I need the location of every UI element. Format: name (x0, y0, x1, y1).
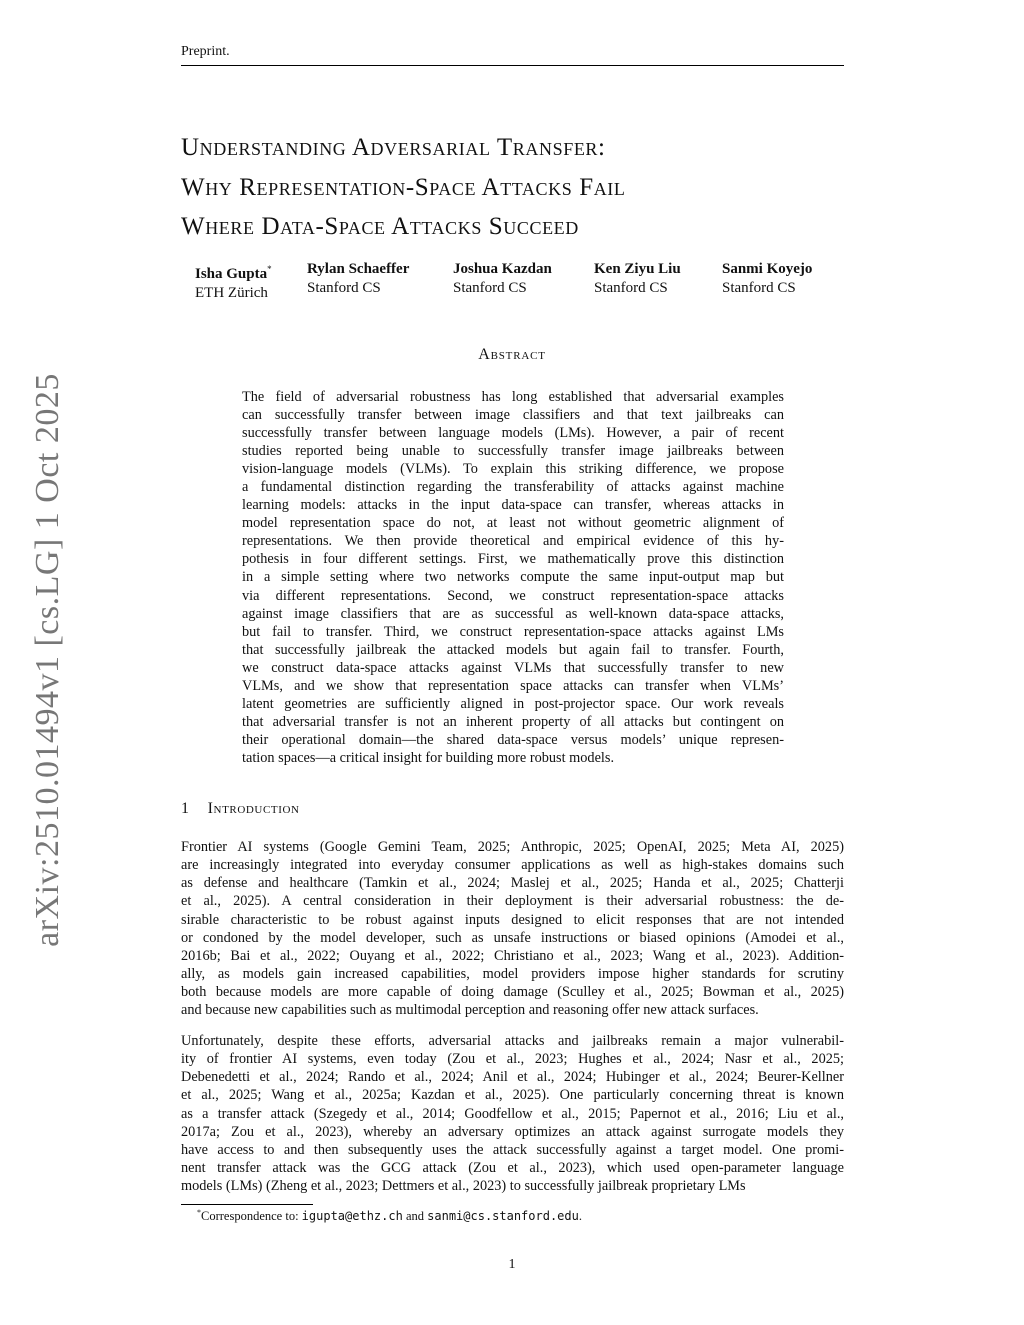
footnote-marker: * (197, 1208, 201, 1217)
text-line: both because models are more capable of doing damage (Sculley et al., 2025; Bowman et al., 2025) (181, 984, 844, 1001)
text-line: their operational domain—the shared data-space versus models’ unique represen- (242, 731, 784, 748)
text-line: VLMs, and we show that representation space attacks can transfer when VLMs’ (242, 677, 784, 694)
text-line: can successfully transfer between image classifiers and that text jailbreaks can (242, 407, 784, 424)
text-line: 2017a; Zou et al., 2023), whereby an adversary optimizes an attack against surrogate models they (181, 1123, 844, 1140)
email-link[interactable]: igupta@ethz.ch (301, 1209, 403, 1224)
text-line: have access to and then subsequently uses the attack successfully against a target model. One promi- (181, 1141, 844, 1158)
text-line: Unfortunately, despite these efforts, adversarial attacks and jailbreaks remain a major vulnerabil- (181, 1033, 844, 1049)
text-line: successfully transfer between language models (LMs). However, a pair of recent (242, 425, 784, 442)
text-line: vision-language models (VLMs). To explain this striking difference, we propose (242, 461, 784, 478)
text-line: et al., 2025). A central consideration in their deployment is their adversarial robustness: the de- (181, 893, 844, 910)
footnote-prefix: Correspondence to: (201, 1209, 302, 1224)
author-affiliation: Stanford CS (594, 280, 668, 296)
author (594, 260, 681, 298)
text-line: learning models: attacks in the input data-space can transfer, whereas attacks in (242, 497, 784, 514)
text-line: or condoned by the model developer, such as unsafe instructions or biased opinions (Amodei et al., (181, 929, 844, 946)
section-title: Introduction (207, 800, 300, 817)
author-affiliation: ETH Zürich (195, 285, 268, 301)
text-line: as defense and healthcare (Tamkin et al., 2024; Maslej et al., 2025; Handa et al., 2025; Chatterji (181, 875, 844, 892)
author-affiliation: Stanford CS (722, 280, 796, 296)
text-line: sirable characteristic to be robust against inputs designed to elicit responses that are not intended (181, 911, 844, 928)
page-number: 1 (508, 1257, 516, 1272)
text-line: latent geometries are sufficiently aligned in post-projector space. Our work reveals (242, 695, 784, 712)
arxiv-stamp-text: arXiv:2510.01494v1 [cs.LG] 1 Oct 2025 (29, 373, 66, 947)
text-line: that adversarial transfer is not an inherent property of all attacks but contingent on (242, 713, 784, 730)
paper-title (181, 128, 881, 247)
author-name: Sanmi Koyejo (722, 261, 813, 277)
text-line: against image classifiers that are as successful as well-known data-space attacks, (242, 605, 784, 622)
text-line: models (LMs) (Zheng et al., 2023; Dettmers et al., 2023) to successfully jailbreak proprietary LMs (181, 1178, 746, 1195)
section-number: 1 (181, 800, 190, 817)
text-line: The field of adversarial robustness has long established that adversarial examples (242, 389, 784, 405)
intro-paragraph-1 (181, 838, 844, 1019)
intro-paragraph-2 (181, 1032, 844, 1195)
text-line: via different representations. Second, we construct representation-space attacks (242, 587, 784, 604)
arxiv-stamp (28, 373, 68, 947)
author-name: Isha Gupta (195, 266, 268, 282)
author-block (181, 260, 845, 304)
text-line: representations. We then provide theoretical and empirical evidence of this hy- (242, 533, 784, 550)
text-line: Debenedetti et al., 2024; Rando et al., 2024; Anil et al., 2024; Hubinger et al., 2024; Beurer-Kellner (181, 1069, 844, 1086)
abstract-body (242, 388, 784, 767)
author-affiliation: Stanford CS (307, 280, 381, 296)
text-line: 2016b; Bai et al., 2022; Ouyang et al., 2022; Christiano et al., 2023; Wang et al., 2023). Addition- (181, 947, 844, 964)
author (195, 260, 272, 303)
author (307, 260, 409, 298)
text-line: but fail to transfer. Third, we construct representation-space attacks against LMs (242, 623, 784, 640)
text-line: are increasingly integrated into everyday consumer applications as well as high-stakes domains such (181, 857, 844, 874)
text-line: Frontier AI systems (Google Gemini Team, 2025; Anthropic, 2025; OpenAI, 2025; Meta AI, 2025) (181, 839, 844, 855)
title-line: Where Data-Space Attacks Succeed (181, 213, 579, 240)
abstract-heading: Abstract (478, 346, 546, 363)
author (722, 260, 812, 298)
text-line: ally, as models gain increased capabilities, model providers impose higher standards for scrutiny (181, 965, 844, 982)
footnote-marker: * (267, 264, 272, 274)
text-line: we construct data-space attacks against VLMs that successfully transfer to new (242, 659, 784, 676)
footnote-rule (181, 1204, 313, 1205)
text-line: model representation space do not, at least not without geometric alignment of (242, 515, 784, 532)
text-line: in a simple setting where two networks compute the same input-output map but (242, 569, 784, 586)
footnote (197, 1208, 582, 1224)
section-heading (181, 800, 300, 818)
footnote-suffix: . (578, 1209, 582, 1224)
author (453, 260, 552, 298)
text-line: et al., 2025; Wang et al., 2025a; Kazdan et al., 2025). One particularly concerning threat is known (181, 1087, 844, 1104)
email-link[interactable]: sanmi@cs.stanford.edu (427, 1209, 579, 1224)
author-affiliation: Stanford CS (453, 280, 527, 296)
text-line: tation spaces—a critical insight for building more robust models. (242, 749, 615, 766)
text-line: pothesis in four different settings. First, we mathematically prove this distinction (242, 551, 784, 568)
text-line: as a transfer attack (Szegedy et al., 2014; Goodfellow et al., 2015; Papernot et al., 2016; Liu et al., (181, 1105, 844, 1122)
author-name: Rylan Schaeffer (307, 261, 410, 277)
text-line: nent transfer attack was the GCG attack (Zou et al., 2023), which used open-parameter language (181, 1159, 844, 1176)
text-line: ity of frontier AI systems, even today (Zou et al., 2023; Hughes et al., 2024; Nasr et al., 2025; (181, 1051, 844, 1068)
author-name: Ken Ziyu Liu (594, 261, 681, 277)
author-name: Joshua Kazdan (453, 261, 552, 277)
header-rule (181, 65, 844, 66)
title-line: Why Representation-Space Attacks Fail (181, 173, 626, 201)
text-line: a fundamental distinction regarding the transferability of attacks against machine (242, 479, 784, 496)
footnote-joiner: and (402, 1209, 428, 1224)
text-line: studies reported being unable to successfully transfer image jailbreaks between (242, 443, 784, 460)
text-line: and because new capabilities such as multimodal perception and reasoning offer new attack surfaces. (181, 1002, 759, 1019)
text-line: that successfully jailbreak the attacked models but again fail to transfer. Fourth, (242, 641, 784, 658)
running-header: Preprint. (181, 44, 230, 59)
title-line: Understanding Adversarial Transfer: (181, 134, 606, 161)
